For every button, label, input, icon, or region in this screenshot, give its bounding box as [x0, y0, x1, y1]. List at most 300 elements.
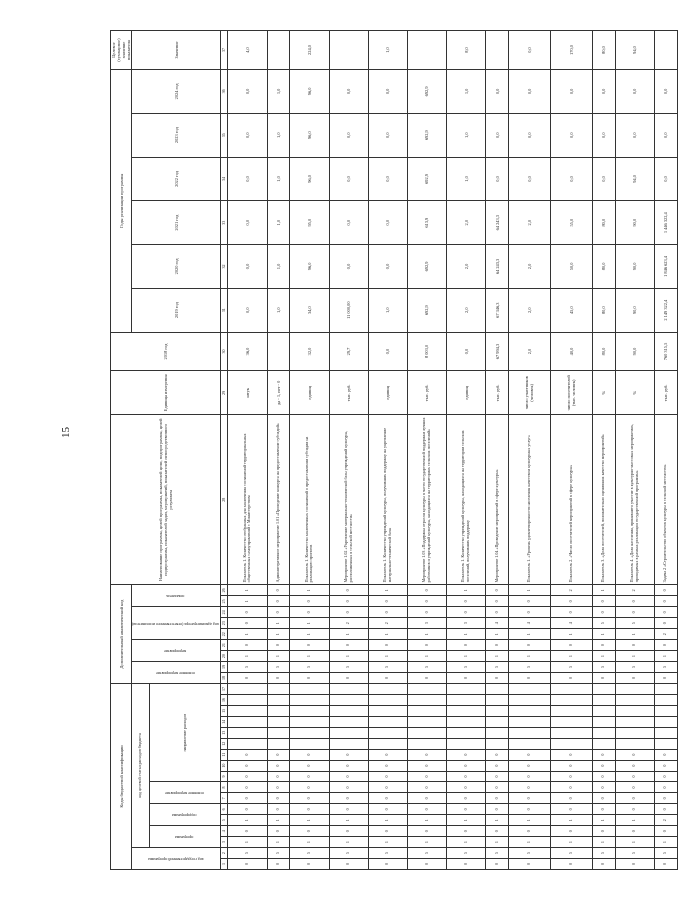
code-cell	[368, 683, 407, 694]
code-cell	[329, 727, 368, 738]
code-cell: 0	[447, 596, 486, 607]
code-cell: 0	[368, 793, 407, 804]
header-row-1	[111, 31, 132, 870]
code-cell	[290, 683, 329, 694]
code-cell: 0	[592, 826, 615, 837]
year-value: 11 000,00	[329, 288, 368, 332]
code-cell: 0	[329, 585, 368, 596]
code-cell: 0	[615, 607, 654, 618]
code-cell: 0	[447, 749, 486, 760]
header-analytic-code: Дополнительный аналитический код	[111, 585, 132, 684]
code-cell: 0	[447, 640, 486, 651]
code-cell: 1	[228, 837, 267, 848]
document-table-sheet	[110, 30, 669, 870]
code-cell: 0	[615, 859, 654, 870]
code-cell: 1	[486, 837, 509, 848]
code-cell: 0	[447, 782, 486, 793]
indicator-name: Административное мероприятие 1.01 «Проведение конкурса на предоставление субсидий»	[267, 415, 290, 585]
code-cell: 0	[486, 782, 509, 793]
code-cell: 0	[329, 771, 368, 782]
header-2020: 2020 год	[132, 245, 221, 289]
code-cell: 0	[615, 672, 654, 683]
code-cell: 0	[447, 607, 486, 618]
code-cell: 0	[267, 804, 290, 815]
year-value: 0,0	[228, 288, 267, 332]
year-value: 2 149 322,4	[654, 288, 677, 332]
code-cell	[290, 738, 329, 749]
indicator-name: Показатель 1. Количество учреждений культуры, находящихся на территории сельских поселений, получивших поддержку	[447, 415, 486, 585]
year-value: 0,0	[228, 157, 267, 201]
target-value	[486, 31, 509, 70]
code-cell: 4	[486, 618, 509, 629]
code-cell: 0	[228, 782, 267, 793]
code-cell	[368, 705, 407, 716]
column-number-row: 1 2 3 4 5 6 7 8 9 10 11 12 13 14 15 16 17 18 19 20 21 22 23 24 25 26 28 29 30 31 32 33 34 35 36 37	[221, 31, 228, 870]
code-cell: 2	[654, 815, 677, 826]
code-cell	[267, 705, 290, 716]
year-value: 0,0	[550, 157, 592, 201]
code-cell: 3	[407, 618, 446, 629]
code-cell: 0	[228, 826, 267, 837]
code-cell: 1	[368, 815, 407, 826]
code-cell: 0	[550, 607, 592, 618]
year-value: 0,0	[329, 69, 368, 113]
code-cell: 0	[407, 607, 446, 618]
code-cell: 1	[267, 629, 290, 640]
header-target-value: Значение	[132, 31, 221, 70]
year-value: 692,9	[407, 157, 446, 201]
code-cell: 0	[368, 826, 407, 837]
unit-cell: тыс. руб.	[407, 371, 446, 415]
code-cell: 0	[407, 585, 446, 596]
year-value: 692,9	[407, 245, 446, 289]
code-cell: 1	[267, 651, 290, 662]
target-value: 1,0	[368, 31, 407, 70]
code-cell: 4	[508, 618, 550, 629]
code-cell	[550, 695, 592, 706]
code-cell: 1	[228, 815, 267, 826]
code-cell: 0	[447, 793, 486, 804]
header-direction: направление расходов	[149, 683, 221, 782]
year-value: 0,0	[592, 69, 615, 113]
year-value: 0,0	[486, 69, 509, 113]
code-cell: 0	[267, 793, 290, 804]
code-cell: 0	[267, 640, 290, 651]
code-cell	[290, 716, 329, 727]
code-cell	[486, 738, 509, 749]
code-cell	[368, 716, 407, 727]
code-cell: 5	[508, 848, 550, 859]
code-cell: 0	[615, 782, 654, 793]
code-cell: 1	[447, 651, 486, 662]
base-year-value: 8 003,0	[407, 332, 446, 371]
code-cell: 0	[508, 782, 550, 793]
code-cell: 0	[267, 760, 290, 771]
base-year-value: 67 994,3	[486, 332, 509, 371]
code-cell: 0	[407, 804, 446, 815]
code-cell: 1	[486, 815, 509, 826]
year-value: 0,0	[368, 113, 407, 157]
code-cell: 0	[228, 672, 267, 683]
code-cell	[508, 705, 550, 716]
code-cell: 0	[228, 771, 267, 782]
code-cell: 0	[486, 760, 509, 771]
code-cell: 1	[508, 651, 550, 662]
header-unit: Единица измерения	[111, 371, 221, 415]
header-administrator: код администратора (ответственного исполнителя)	[132, 607, 221, 640]
year-value: 96,0	[290, 69, 329, 113]
base-year-value: 0,0	[368, 332, 407, 371]
code-cell: 2	[329, 618, 368, 629]
code-cell	[447, 738, 486, 749]
header-plan-years: Годы реализации программы	[111, 69, 132, 332]
unit-cell: тыс. руб.	[486, 371, 509, 415]
year-value: 692,9	[407, 113, 446, 157]
code-cell	[228, 695, 267, 706]
code-cell: 0	[592, 749, 615, 760]
header-main-event-class: основное мероприятие	[149, 782, 221, 804]
indicator-name: Задача 2 «Строительство объектов культуры в сельской местности»	[654, 415, 677, 585]
code-cell	[486, 705, 509, 716]
year-value: 64 243,3	[486, 245, 509, 289]
code-cell: 0	[550, 596, 592, 607]
code-cell: 0	[654, 585, 677, 596]
code-cell: 5	[508, 662, 550, 673]
year-value: 0,0	[654, 69, 677, 113]
code-cell: 0	[407, 859, 446, 870]
base-year-value: 760 315,5	[654, 332, 677, 371]
code-cell: 0	[508, 640, 550, 651]
unit-cell: да - 1, нет - 0	[267, 371, 290, 415]
year-value: 55,0	[550, 201, 592, 245]
year-value: 0,0	[368, 201, 407, 245]
indicator-name: Показатель 4. «Доля населения, принявшего участие в культурно-массовых мероприятиях, проводимых в рамках реализации государственной программы»	[615, 415, 654, 585]
code-cell: 0	[368, 771, 407, 782]
code-cell	[447, 683, 486, 694]
year-value: 0,0	[228, 69, 267, 113]
code-cell: 1	[486, 651, 509, 662]
code-cell: 1	[290, 629, 329, 640]
unit-cell: тыс. руб.	[654, 371, 677, 415]
code-cell	[550, 727, 592, 738]
target-value	[267, 31, 290, 70]
target-value	[654, 31, 677, 70]
code-cell: 0	[615, 640, 654, 651]
code-cell: 1	[550, 629, 592, 640]
code-cell: 5	[267, 662, 290, 673]
year-value: 1,0	[447, 69, 486, 113]
code-cell	[447, 705, 486, 716]
code-cell	[447, 727, 486, 738]
unit-cell: тыс. руб.	[329, 371, 368, 415]
code-cell	[592, 705, 615, 716]
code-cell: 1	[267, 837, 290, 848]
code-cell	[654, 727, 677, 738]
code-cell: 0	[329, 607, 368, 618]
year-value: 2,0	[508, 245, 550, 289]
year-value: 0,0	[615, 113, 654, 157]
code-cell: 5	[592, 848, 615, 859]
code-cell: 0	[407, 782, 446, 793]
code-cell	[407, 738, 446, 749]
code-cell: 1	[290, 651, 329, 662]
table-row	[508, 31, 550, 870]
code-cell: 1	[290, 837, 329, 848]
code-cell: 1	[508, 815, 550, 826]
unit-cell: единиц	[447, 371, 486, 415]
year-value: 0,0	[508, 69, 550, 113]
year-value: 0,0	[329, 201, 368, 245]
code-cell: 0	[550, 793, 592, 804]
code-cell: 0	[368, 640, 407, 651]
code-cell	[290, 727, 329, 738]
code-cell: 0	[267, 672, 290, 683]
code-cell	[654, 705, 677, 716]
code-cell	[550, 738, 592, 749]
code-cell	[486, 716, 509, 727]
table-row	[407, 31, 446, 870]
code-cell	[290, 705, 329, 716]
code-cell: 1	[368, 585, 407, 596]
code-cell: 0	[615, 826, 654, 837]
code-cell: 0	[592, 760, 615, 771]
code-cell	[407, 716, 446, 727]
code-cell: 5	[486, 848, 509, 859]
code-cell	[267, 727, 290, 738]
code-cell: 0	[486, 607, 509, 618]
code-cell: 0	[329, 859, 368, 870]
code-cell	[508, 716, 550, 727]
code-cell: 0	[368, 760, 407, 771]
code-cell: 0	[615, 771, 654, 782]
target-value: 80,0	[592, 31, 615, 70]
year-value: 0,0	[368, 157, 407, 201]
code-cell: 1	[508, 837, 550, 848]
code-cell: 0	[654, 782, 677, 793]
header-gov-program-code: код государственной программы	[132, 848, 221, 870]
base-year-value: 90,0	[615, 332, 654, 371]
code-cell: 0	[654, 640, 677, 651]
code-cell	[550, 683, 592, 694]
header-event: мероприятие	[132, 640, 221, 662]
table-row	[329, 31, 368, 870]
year-value: 1,0	[267, 69, 290, 113]
target-value: 94,0	[615, 31, 654, 70]
code-cell: 2	[615, 585, 654, 596]
code-cell: 0	[290, 859, 329, 870]
code-cell: 0	[447, 826, 486, 837]
year-value: 0,0	[368, 245, 407, 289]
header-target: Целевое (суммарное) значение показателя	[111, 31, 132, 70]
year-value: 1,0	[267, 113, 290, 157]
year-value: 613,9	[407, 201, 446, 245]
year-value: 96,0	[290, 113, 329, 157]
target-value: 8,0	[447, 31, 486, 70]
code-cell: 0	[550, 859, 592, 870]
code-cell: 0	[228, 640, 267, 651]
code-cell	[228, 716, 267, 727]
table-row	[486, 31, 509, 870]
code-cell: 0	[592, 793, 615, 804]
code-cell: 5	[447, 848, 486, 859]
code-cell: 1	[508, 629, 550, 640]
year-value: 1,0	[368, 288, 407, 332]
base-year-value: 40,0	[550, 332, 592, 371]
code-cell: 0	[368, 859, 407, 870]
code-cell: 4	[550, 618, 592, 629]
code-cell: 0	[290, 782, 329, 793]
code-cell: 0	[508, 760, 550, 771]
header-main-event: основное мероприятие	[132, 662, 221, 684]
unit-cell: единиц	[368, 371, 407, 415]
code-cell: 1	[267, 618, 290, 629]
code-cell: 0	[550, 672, 592, 683]
code-cell: 0	[654, 607, 677, 618]
code-cell: 1	[407, 629, 446, 640]
year-value: 80,0	[592, 288, 615, 332]
code-cell: 1	[654, 651, 677, 662]
year-value: 1,0	[267, 201, 290, 245]
code-cell	[508, 738, 550, 749]
code-cell: 0	[368, 596, 407, 607]
code-cell: 0	[368, 804, 407, 815]
code-cell: 0	[486, 804, 509, 815]
code-cell	[329, 738, 368, 749]
code-cell	[508, 683, 550, 694]
code-cell: 0	[615, 749, 654, 760]
code-cell	[329, 683, 368, 694]
code-cell: 0	[329, 793, 368, 804]
code-cell: 0	[592, 596, 615, 607]
code-cell: 0	[592, 672, 615, 683]
year-value: 80,0	[592, 201, 615, 245]
year-value: 34,0	[290, 288, 329, 332]
base-year-value: 80,0	[592, 332, 615, 371]
code-cell: 1	[267, 815, 290, 826]
code-cell: 0	[550, 640, 592, 651]
code-cell: 0	[508, 826, 550, 837]
code-cell: 5	[654, 848, 677, 859]
code-cell: 0	[508, 804, 550, 815]
code-cell	[615, 738, 654, 749]
code-cell: 0	[654, 760, 677, 771]
year-value: 1,0	[447, 113, 486, 157]
year-value: 90,0	[615, 245, 654, 289]
code-cell: 0	[290, 826, 329, 837]
code-cell: 0	[550, 749, 592, 760]
code-cell: 0	[592, 804, 615, 815]
code-cell	[486, 727, 509, 738]
code-cell: 0	[486, 596, 509, 607]
code-cell	[615, 716, 654, 727]
indicator-name: Показатель 1. Количество заключенных соглашений о предоставлении субсидии на реализацию проектов	[290, 415, 329, 585]
code-cell	[407, 727, 446, 738]
code-cell: 5	[329, 848, 368, 859]
code-cell: 0	[407, 672, 446, 683]
code-cell	[228, 683, 267, 694]
year-value: 94,0	[615, 157, 654, 201]
header-indicator: показатель	[132, 585, 221, 607]
code-cell	[654, 716, 677, 727]
code-cell: 2	[368, 618, 407, 629]
code-cell: 0	[508, 771, 550, 782]
code-cell: 5	[550, 848, 592, 859]
code-cell: 1	[368, 651, 407, 662]
code-cell: 5	[615, 618, 654, 629]
header-subprogram: подпрограмма	[149, 804, 221, 826]
code-cell: 0	[228, 804, 267, 815]
code-cell: 0	[550, 771, 592, 782]
header-base-year: 2018 год	[111, 332, 221, 371]
code-cell: 0	[486, 826, 509, 837]
code-cell: 1	[615, 629, 654, 640]
year-value: 692,9	[407, 288, 446, 332]
code-cell: 1	[407, 651, 446, 662]
unit-cell: %	[615, 371, 654, 415]
year-value: 50,0	[550, 245, 592, 289]
code-cell: 1	[329, 629, 368, 640]
code-cell	[228, 738, 267, 749]
code-cell: 0	[447, 859, 486, 870]
code-cell: 1	[329, 837, 368, 848]
code-cell: 0	[654, 596, 677, 607]
year-value: 0,0	[654, 113, 677, 157]
code-cell	[592, 695, 615, 706]
code-cell: 0	[407, 771, 446, 782]
code-cell: 5	[615, 848, 654, 859]
code-cell	[654, 683, 677, 694]
code-cell: 0	[508, 672, 550, 683]
code-cell: 0	[267, 782, 290, 793]
code-cell: 1	[447, 585, 486, 596]
code-cell: 0	[508, 749, 550, 760]
code-cell: 1	[228, 585, 267, 596]
code-cell: 0	[329, 640, 368, 651]
code-cell: 0	[447, 771, 486, 782]
unit-cell: число посетителей (тыс. человек)	[550, 371, 592, 415]
year-value: 0,0	[592, 157, 615, 201]
code-cell: 0	[290, 607, 329, 618]
year-value: 1,0	[267, 157, 290, 201]
code-cell: 1	[592, 629, 615, 640]
code-cell: 1	[228, 596, 267, 607]
indicator-name: Показатель 2. «Число посетителей мероприятий в сфере культуры»	[550, 415, 592, 585]
code-cell: 0	[654, 672, 677, 683]
indicator-name: Мероприятие 1.04 «Проведение мероприятий в сфере культуры»	[486, 415, 509, 585]
year-value: 96,0	[290, 245, 329, 289]
code-cell: 0	[290, 793, 329, 804]
year-value: 0,0	[508, 157, 550, 201]
base-year-value: 36,0	[228, 332, 267, 371]
code-cell: 0	[329, 596, 368, 607]
code-cell: 0	[654, 793, 677, 804]
year-value: 2,0	[447, 201, 486, 245]
code-cell	[290, 695, 329, 706]
year-value: 90,0	[615, 201, 654, 245]
year-value: 0,0	[654, 157, 677, 201]
code-cell	[508, 727, 550, 738]
year-value: 0,0	[486, 113, 509, 157]
code-cell	[447, 716, 486, 727]
code-cell	[550, 716, 592, 727]
code-cell	[486, 683, 509, 694]
code-cell: 0	[368, 672, 407, 683]
header-2023: 2023 год	[132, 113, 221, 157]
year-value: 0,0	[508, 113, 550, 157]
code-cell: 0	[228, 618, 267, 629]
code-cell: 0	[228, 793, 267, 804]
code-cell: 5	[290, 848, 329, 859]
